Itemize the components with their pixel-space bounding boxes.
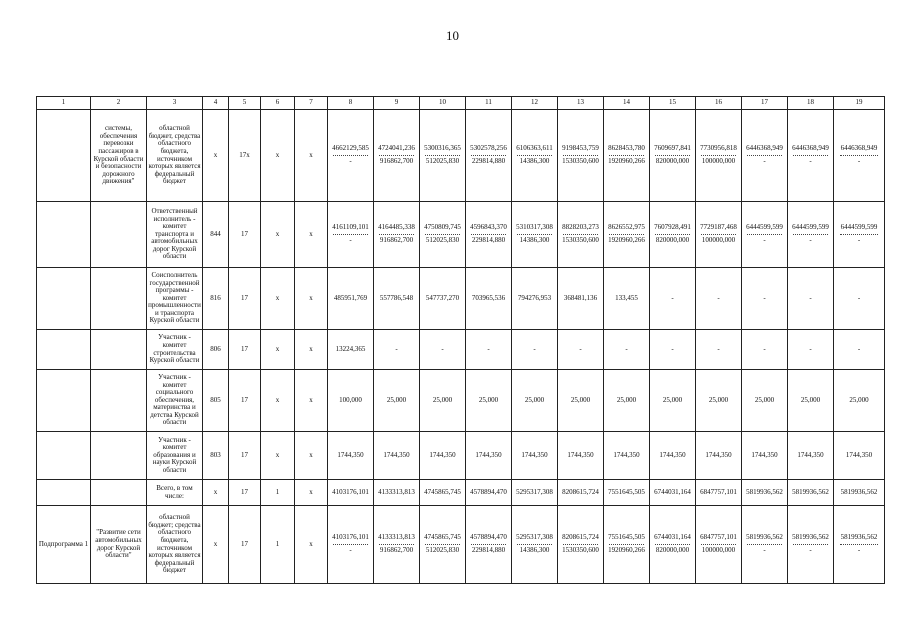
cell-c7: х — [295, 330, 328, 370]
value-top: 5310317,308 — [516, 223, 553, 232]
value-top: 7607928,491 — [654, 223, 691, 232]
value-cell — [788, 202, 834, 268]
value-cell: 1744,350 — [558, 432, 604, 480]
cell-c7: х — [295, 110, 328, 202]
value-cell — [696, 202, 742, 268]
value-bottom: - — [809, 236, 812, 244]
cell-c1 — [37, 330, 91, 370]
cell-c7: х — [295, 480, 328, 506]
value-cell: - — [696, 268, 742, 330]
separator-line — [379, 234, 413, 235]
value-cell: - — [742, 330, 788, 370]
value-cell — [834, 506, 885, 584]
column-header: 3 — [147, 97, 203, 110]
value-bottom: 1530350,600 — [562, 546, 599, 554]
separator-line — [517, 155, 551, 156]
value-bottom: 100000,000 — [701, 236, 736, 244]
value-top: 4103176,101 — [332, 533, 369, 542]
table-row — [37, 110, 885, 202]
cell-c5: 17 — [229, 330, 261, 370]
value-cell: 25,000 — [604, 370, 650, 432]
value-bottom: 916862,700 — [379, 236, 414, 244]
cell-c2: системы, обеспечения перевозки пассажиров в Курской области и безопасности дорожного движения" — [91, 110, 147, 202]
column-header: 16 — [696, 97, 742, 110]
value-bottom: 916862,700 — [379, 546, 414, 554]
cell-c5: 17 — [229, 202, 261, 268]
value-cell: - — [834, 330, 885, 370]
value-bottom: 820000,000 — [655, 546, 690, 554]
value-cell: 1744,350 — [466, 432, 512, 480]
value-bottom: 1920960,266 — [608, 157, 645, 165]
cell-c6: х — [261, 202, 295, 268]
value-cell — [650, 202, 696, 268]
value-cell — [512, 202, 558, 268]
value-top: 6446368,949 — [746, 144, 783, 153]
column-header: 5 — [229, 97, 261, 110]
column-header: 17 — [742, 97, 788, 110]
table-row — [37, 480, 885, 506]
value-cell: - — [558, 330, 604, 370]
value-cell: 1744,350 — [374, 432, 420, 480]
value-top: 8208615,724 — [562, 533, 599, 542]
value-cell: - — [788, 268, 834, 330]
value-cell — [420, 110, 466, 202]
cell-c5: 17 — [229, 480, 261, 506]
cell-c2 — [91, 330, 147, 370]
value-cell: - — [420, 330, 466, 370]
cell-c4: х — [203, 506, 229, 584]
cell-c3: Участник - комитет социального обеспечения, материнства и детства Курской области — [147, 370, 203, 432]
value-top: 6744031,164 — [654, 533, 691, 542]
value-cell: 4745865,745 — [420, 480, 466, 506]
column-header: 19 — [834, 97, 885, 110]
value-bottom: 1920960,266 — [608, 546, 645, 554]
cell-c3: Всего, в том числе: — [147, 480, 203, 506]
value-cell: 6847757,101 — [696, 480, 742, 506]
separator-line — [609, 234, 643, 235]
cell-c7: х — [295, 268, 328, 330]
separator-line — [563, 234, 597, 235]
header-row — [37, 97, 885, 110]
value-cell: 25,000 — [512, 370, 558, 432]
value-top: 9198453,759 — [562, 144, 599, 153]
value-bottom: - — [349, 236, 352, 244]
value-top: 6444599,599 — [792, 223, 829, 232]
cell-c7: х — [295, 370, 328, 432]
value-cell: - — [650, 268, 696, 330]
value-cell — [696, 110, 742, 202]
value-cell: - — [512, 330, 558, 370]
separator-line — [563, 544, 597, 545]
column-header: 7 — [295, 97, 328, 110]
value-bottom: - — [857, 236, 861, 244]
column-header: 13 — [558, 97, 604, 110]
column-header: 1 — [37, 97, 91, 110]
value-cell — [604, 110, 650, 202]
separator-line — [425, 544, 459, 545]
value-cell — [742, 506, 788, 584]
separator-line — [747, 155, 781, 156]
value-cell: - — [788, 330, 834, 370]
value-cell: 794276,953 — [512, 268, 558, 330]
value-cell: 4578894,470 — [466, 480, 512, 506]
value-top: 7729187,468 — [700, 223, 737, 232]
cell-c6: х — [261, 370, 295, 432]
budget-table — [36, 96, 885, 584]
separator-line — [609, 155, 643, 156]
value-cell: 8208615,724 — [558, 480, 604, 506]
value-cell: 1744,350 — [420, 432, 466, 480]
value-cell: 368481,136 — [558, 268, 604, 330]
value-cell: 485951,769 — [328, 268, 374, 330]
page-number: 10 — [446, 28, 459, 43]
value-cell: 5819936,562 — [742, 480, 788, 506]
value-cell: 1744,350 — [696, 432, 742, 480]
cell-c5: 17 — [229, 506, 261, 584]
column-header: 8 — [328, 97, 374, 110]
value-cell — [650, 110, 696, 202]
separator-line — [747, 544, 781, 545]
value-cell — [512, 506, 558, 584]
value-bottom: 1920960,266 — [608, 236, 645, 244]
value-bottom: 512025,830 — [425, 546, 460, 554]
value-bottom: 229814,880 — [471, 157, 506, 165]
cell-c2 — [91, 268, 147, 330]
separator-line — [840, 234, 878, 235]
value-cell — [788, 506, 834, 584]
separator-line — [333, 234, 367, 235]
value-bottom: 14386,300 — [519, 236, 550, 244]
separator-line — [793, 155, 827, 156]
cell-c3: Соисполнитель государственной программы - комитет промышленности и транспорта Курской области — [147, 268, 203, 330]
cell-c1 — [37, 432, 91, 480]
value-cell — [328, 202, 374, 268]
separator-line — [655, 234, 689, 235]
value-cell: 1744,350 — [512, 432, 558, 480]
cell-c6: х — [261, 268, 295, 330]
cell-c6: х — [261, 330, 295, 370]
value-cell: 25,000 — [420, 370, 466, 432]
value-cell: 25,000 — [696, 370, 742, 432]
value-bottom: 100000,000 — [701, 157, 736, 165]
value-cell: - — [834, 268, 885, 330]
cell-c3: областной бюджет; средства областного бюджета, источником которых является федеральный бюджет — [147, 506, 203, 584]
column-header: 15 — [650, 97, 696, 110]
value-bottom: 229814,880 — [471, 236, 506, 244]
separator-line — [517, 544, 551, 545]
cell-c2: "Развитие сети автомобильных дорог Курской области" — [91, 506, 147, 584]
value-cell — [558, 110, 604, 202]
value-cell: 6744031,164 — [650, 480, 696, 506]
separator-line — [655, 544, 689, 545]
cell-c1: Подпрограмма 1 — [37, 506, 91, 584]
value-cell — [466, 202, 512, 268]
value-cell — [466, 506, 512, 584]
separator-line — [379, 544, 413, 545]
value-cell: 13224,365 — [328, 330, 374, 370]
value-cell: 5819936,562 — [788, 480, 834, 506]
value-cell: 133,455 — [604, 268, 650, 330]
value-cell — [696, 506, 742, 584]
value-cell: 703965,536 — [466, 268, 512, 330]
cell-c7: х — [295, 202, 328, 268]
value-bottom: 512025,830 — [425, 236, 460, 244]
cell-c6: 1 — [261, 506, 295, 584]
value-bottom: - — [857, 546, 861, 554]
value-top: 7609697,841 — [654, 144, 691, 153]
value-top: 6444599,599 — [746, 223, 783, 232]
value-cell: 5295317,308 — [512, 480, 558, 506]
value-cell: 25,000 — [466, 370, 512, 432]
value-cell: 557786,548 — [374, 268, 420, 330]
value-cell: 100,000 — [328, 370, 374, 432]
value-bottom: - — [763, 546, 766, 554]
cell-c7: х — [295, 506, 328, 584]
cell-c1 — [37, 370, 91, 432]
separator-line — [701, 155, 735, 156]
cell-c2 — [91, 370, 147, 432]
value-bottom: 100000,000 — [701, 546, 736, 554]
cell-c5: 17х — [229, 110, 261, 202]
value-cell — [788, 110, 834, 202]
table-row — [37, 370, 885, 432]
separator-line — [333, 544, 367, 545]
value-top: 6446368,949 — [840, 144, 878, 153]
value-cell — [374, 506, 420, 584]
value-bottom: 1530350,600 — [562, 157, 599, 165]
value-top: 6106363,611 — [516, 144, 553, 153]
value-top: 5819936,562 — [746, 533, 783, 542]
separator-line — [840, 544, 878, 545]
separator-line — [333, 155, 367, 156]
value-cell — [558, 202, 604, 268]
value-bottom: 916862,700 — [379, 157, 414, 165]
value-bottom: 1530350,600 — [562, 236, 599, 244]
cell-c3: Участник - комитет образования и науки Курской области — [147, 432, 203, 480]
value-cell — [328, 110, 374, 202]
value-top: 8828203,273 — [562, 223, 599, 232]
value-cell: - — [650, 330, 696, 370]
cell-c2 — [91, 432, 147, 480]
value-bottom: 229814,880 — [471, 546, 506, 554]
value-bottom: 820000,000 — [655, 236, 690, 244]
value-cell: 1744,350 — [650, 432, 696, 480]
value-top: 4578894,470 — [470, 533, 507, 542]
column-header: 4 — [203, 97, 229, 110]
separator-line — [793, 544, 827, 545]
value-top: 8628453,780 — [608, 144, 645, 153]
column-header: 9 — [374, 97, 420, 110]
cell-c6: х — [261, 110, 295, 202]
cell-c2 — [91, 480, 147, 506]
value-bottom: 512025,830 — [425, 157, 460, 165]
cell-c5: 17 — [229, 268, 261, 330]
value-bottom: - — [857, 157, 861, 165]
cell-c4: 806 — [203, 330, 229, 370]
value-cell: 25,000 — [558, 370, 604, 432]
value-top: 4161109,101 — [332, 223, 369, 232]
separator-line — [471, 234, 505, 235]
cell-c3: областной бюджет, средства областного бюджета, источником которых является федеральный бюджет — [147, 110, 203, 202]
value-bottom: - — [809, 157, 812, 165]
value-cell: 1744,350 — [834, 432, 885, 480]
separator-line — [747, 234, 781, 235]
column-header: 18 — [788, 97, 834, 110]
separator-line — [517, 234, 551, 235]
cell-c6: 1 — [261, 480, 295, 506]
value-top: 6446368,949 — [792, 144, 829, 153]
separator-line — [471, 544, 505, 545]
value-bottom: - — [763, 236, 766, 244]
value-top: 4724041,236 — [378, 144, 415, 153]
table-row — [37, 506, 885, 584]
cell-c1 — [37, 268, 91, 330]
cell-c3: Участник - комитет строительства Курской области — [147, 330, 203, 370]
value-bottom: - — [763, 157, 766, 165]
separator-line — [425, 155, 459, 156]
separator-line — [563, 155, 597, 156]
column-header: 12 — [512, 97, 558, 110]
value-cell — [420, 202, 466, 268]
column-header: 10 — [420, 97, 466, 110]
cell-c4: 844 — [203, 202, 229, 268]
value-cell — [558, 506, 604, 584]
value-top: 4596843,370 — [470, 223, 507, 232]
value-top: 4133313,813 — [378, 533, 415, 542]
separator-line — [655, 155, 689, 156]
cell-c1 — [37, 480, 91, 506]
value-cell: 7551645,505 — [604, 480, 650, 506]
value-cell: 1744,350 — [604, 432, 650, 480]
value-cell: 25,000 — [834, 370, 885, 432]
separator-line — [379, 155, 413, 156]
value-cell — [374, 202, 420, 268]
value-cell — [328, 506, 374, 584]
value-cell: 1744,350 — [742, 432, 788, 480]
cell-c6: х — [261, 432, 295, 480]
table-row — [37, 202, 885, 268]
separator-line — [609, 544, 643, 545]
value-top: 7730956,818 — [700, 144, 737, 153]
value-cell: - — [374, 330, 420, 370]
value-cell: 25,000 — [374, 370, 420, 432]
separator-line — [425, 234, 459, 235]
table-row — [37, 268, 885, 330]
value-bottom: 14386,300 — [519, 157, 550, 165]
separator-line — [701, 234, 735, 235]
cell-c5: 17 — [229, 370, 261, 432]
cell-c7: х — [295, 432, 328, 480]
value-cell: - — [696, 330, 742, 370]
value-cell — [374, 110, 420, 202]
column-header: 14 — [604, 97, 650, 110]
value-top: 8626552,975 — [608, 223, 645, 232]
separator-line — [471, 155, 505, 156]
cell-c3: Ответственный исполнитель - комитет транспорта и автомобильных дорог Курской области — [147, 202, 203, 268]
value-cell: 25,000 — [650, 370, 696, 432]
cell-c2 — [91, 202, 147, 268]
value-cell — [834, 110, 885, 202]
table-row — [37, 330, 885, 370]
value-cell: 25,000 — [788, 370, 834, 432]
value-bottom: 820000,000 — [655, 157, 690, 165]
value-top: 5300316,365 — [424, 144, 461, 153]
cell-c4: х — [203, 110, 229, 202]
value-top: 5302578,256 — [470, 144, 507, 153]
value-bottom: - — [349, 546, 352, 554]
value-top: 4662129,585 — [332, 144, 369, 153]
value-top: 4750809,745 — [424, 223, 461, 232]
column-header: 6 — [261, 97, 295, 110]
value-top: 5819936,562 — [840, 533, 878, 542]
value-top: 6444599,599 — [840, 223, 878, 232]
cell-c4: 803 — [203, 432, 229, 480]
separator-line — [840, 155, 878, 156]
value-bottom: - — [349, 157, 352, 165]
column-header: 11 — [466, 97, 512, 110]
value-cell — [466, 110, 512, 202]
value-cell — [650, 506, 696, 584]
value-cell: 5819936,562 — [834, 480, 885, 506]
column-header: 2 — [91, 97, 147, 110]
value-cell: 547737,270 — [420, 268, 466, 330]
cell-c1 — [37, 202, 91, 268]
value-cell: - — [604, 330, 650, 370]
value-top: 4164485,338 — [378, 223, 415, 232]
separator-line — [701, 544, 735, 545]
value-top: 5819936,562 — [792, 533, 829, 542]
value-cell: - — [742, 268, 788, 330]
value-cell — [420, 506, 466, 584]
value-cell — [742, 110, 788, 202]
value-cell — [604, 202, 650, 268]
value-top: 4745865,745 — [424, 533, 461, 542]
value-cell — [742, 202, 788, 268]
table-row — [37, 432, 885, 480]
separator-line — [793, 234, 827, 235]
cell-c4: 805 — [203, 370, 229, 432]
value-top: 6847757,101 — [700, 533, 737, 542]
cell-c5: 17 — [229, 432, 261, 480]
value-cell: 4133313,813 — [374, 480, 420, 506]
value-cell: 1744,350 — [328, 432, 374, 480]
value-cell: 1744,350 — [788, 432, 834, 480]
value-cell: 4103176,101 — [328, 480, 374, 506]
cell-c4: 816 — [203, 268, 229, 330]
value-top: 7551645,505 — [608, 533, 645, 542]
value-cell: 25,000 — [742, 370, 788, 432]
value-cell — [834, 202, 885, 268]
value-bottom: 14386,300 — [519, 546, 550, 554]
value-cell: - — [466, 330, 512, 370]
cell-c4: х — [203, 480, 229, 506]
value-cell — [604, 506, 650, 584]
value-top: 5295317,308 — [516, 533, 553, 542]
cell-c1 — [37, 110, 91, 202]
value-bottom: - — [809, 546, 812, 554]
value-cell — [512, 110, 558, 202]
table-body — [37, 97, 885, 584]
